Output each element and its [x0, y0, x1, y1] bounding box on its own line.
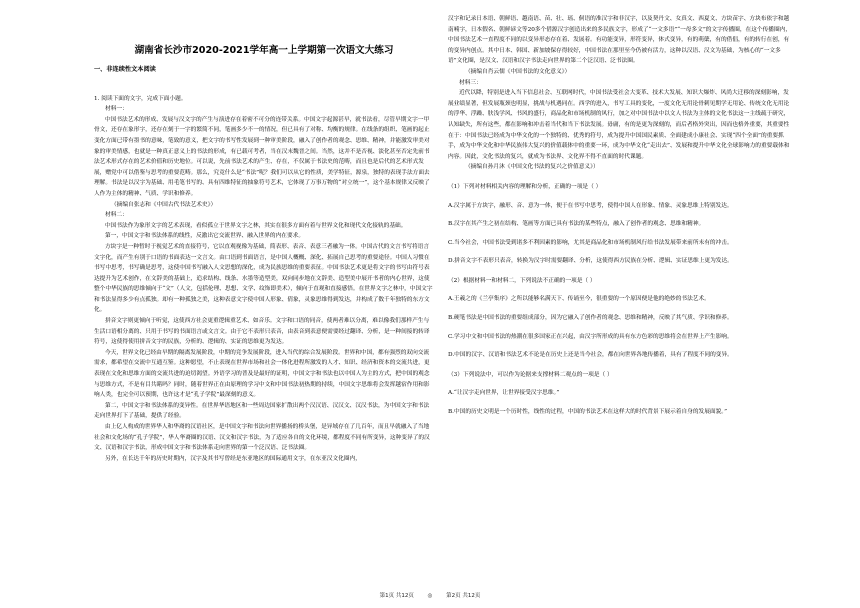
right-paragraph: 汉字和记录日本语、朝鲜语、越南语、苗、壮、瑶、侗语的准汉字和非汉字，以及契丹文、女真文、西夏文、方块苗字、方块布依字和越南喃字，日本假名、朝鲜谚文等20多个借源汉字创造出来的多民族文字，形成了“一文多语”“一母多文”的文字传播圈，在这个传播圈内，中国书法艺术一直程度不同的以变异形态存在着、发展着。有功能变异，形符变异，体式变异，有的萌蘖，有的借倡，有的转行在创，有的变异内创点。其中日本、韩国、新加坡保存得较好，中国书法在那里至今仍被有活力，这种以汉语、汉文为基础，为核心的“一文多语”文化圈，是汉文、汉语和汉字书法走向世界的第二个泛汉语、泛书法圈。 — [448, 16, 792, 65]
left-paragraph: 另外，在长达千年的历史时期内，汉字及其书写曾经是东亚地区的国际通用文字，在东亚汉文化圈内， — [105, 455, 361, 462]
right-paragraph: A.汉字属于方块字，融形、音、意为一体，便于在书写中思考，使得中国人在形象、情象、灵象思维上特别发达。 — [448, 202, 733, 209]
right-paragraph: 材料三： — [459, 79, 482, 86]
left-paragraph: 第一，中国文字和书法体系的线性，反激出它交流世界、融入世界的内在要求。 — [105, 233, 305, 240]
right-paragraph: （3）下列说法中，可以作为论据来支撑材料二观点的一项是（ ） — [448, 371, 613, 378]
left-paragraph: 第二，中国文字和书法体系的变异性。在世界华语地区和一些周边国家扩散出两个汉汉语、汉汉文、汉汉书法，为中国文字和书法走向世界打下了基础，提供了经验。 — [94, 402, 430, 420]
right-paragraph: （摘编自肖云儒《中国书法的文化意义》） — [465, 68, 571, 75]
left-paragraph: 中国书法艺术的形成、发展与汉文字的产生与演进存在着密不可分的连带关系。中国文字起源甚早，就书法看，尽管早期文字一甲骨文，还存在象形字，还存在刻于一字的繁简不同，笔画多少不一的情况，但已具有了对称、均衡的规律。在线条的组织、笔画的起止变化方面已带有墨书的意味，笔致的意义，把文字的书写性发展到一种审美阶段，融入了创作者的观念、思维、精神，并能激发审美对象的审美情感，也就是一种真正意义上的书法的形成，有已载可考者，当在汉末魏晋之间。当然，这并不是否视、淡化甚至否定先前书法艺术形式存在的艺术价值和历史地位。可以说，先前书法艺术的产生、存在，不仅属于书法史的范畴，而且也是后代的艺术形式发展，赠党中可以借鉴与思考的重要范畴。那么，究竟什么是“书法”呢？我们可以从它的性质，美学特征，源泉，独特的表现手法方面去理解。书法是以汉字为基础、用毛笔书写的、具有四维特征的抽象符号艺术，它体现了万事万物的“对立统一”，这个基本规律又反映了人作为主体的精神、气质、学识和修养。 — [94, 116, 430, 197]
left-paragraph: 拼音文字则更倾向于听觉，这使西方社会更重逻辑重艺术、如音乐。文字和口语的同音，使两者难以分离，难以像我们那样产生与生活口语相分离的、只用于书写的书面语言或文言文。由于它不表形只表音，由表音到表意便需要经过翻译、分析，是一种间接的转译符号，这使得使用拼音文字的民族，分析的、逻辑的、实证的思维更为发达。 — [94, 318, 430, 346]
left-column — [94, 14, 434, 586]
left-paragraph: 材料二： — [105, 212, 128, 219]
left-paragraph: 中国书法作为象形文字的艺术表现，看似孤立于世界文字之林，其实在很多方面有着与世界文化和现代文化接轨的基础。 — [105, 222, 407, 229]
footer-separator: ◎ — [427, 593, 433, 599]
right-paragraph: C.学习中文和中国书法的热潮在很多国家正在兴起，由汉字所形成的具有东方色彩的思维将会在世界上产生影响。 — [448, 333, 733, 340]
left-column-body — [94, 94, 434, 465]
footer-page-left: 第1页 共12页 — [379, 593, 414, 599]
right-paragraph: B.中国的历史文明是一个历时性，线性的过程，中国的书法艺术在这样大的时代背景下展示着自身的发展面貌。” — [448, 409, 728, 416]
left-paragraph: （摘编自张志和《中国古代书法艺术史》） — [111, 201, 217, 208]
right-paragraph: B.汉字在其产生之初在结构、笔画等方面已具有书法的某些特点，融入了创作者的观念、思维和精神。 — [448, 221, 705, 228]
right-column-body — [448, 14, 793, 418]
page-footer — [0, 591, 860, 599]
left-paragraph: 材料一： — [105, 106, 128, 113]
left-paragraph: 方块字是一种暂时于视觉艺术的直接符号，它以直观视像为基础，简表形、表音、表意三者融为一体。中国古代的文言书写将语言文字化，而产生有别于口语的书面表达一文言文。由口语到书面语言，是中国人概概、深化、拓展自己思考的重要途径。中国人习惯在书写中思考，书写确是思考，这使中国书写融入人文思想的深化，成为民族思维的重要表征。中国书法艺术更是将文字的书写由符号表达提升为艺术创作，在文辞美的基础上，追求结构、线条、水墨等造型美，双向同步地在文辞美、造型美中展开书者的内心世界，这使整个中华民族的思维倾向于“文”（人文，包括伦理、思想、文学、纹饰即美术），倾向于直观和直接感悟。在世界文字之林中，中国文字和书法显得多少有点孤独。却有一种孤独之美，这种表意文字使中国人形象、倩象，灵象思维得到发达，并构成了数千年独特的东方文化。 — [94, 243, 433, 314]
right-paragraph: （1）下列对材料相关内容的理解和分析，正确的一项是（ ） — [448, 183, 602, 190]
right-paragraph: D.拼音文字不表形只表音，转换为汉字时需要翻译、分析，这使得西方民族在分析、逻辑、实证思维上更为发达。 — [448, 258, 733, 265]
right-paragraph: （摘编自孙月沐《中国文化书法的复兴之价值意义》） — [465, 164, 599, 171]
right-paragraph: C.当今社会，中国书法受到诸多不利因素的影响，尤其是商品化和市场机制风行给书法发展带来前所未有的冲击。 — [448, 239, 733, 246]
section-heading: 一、非连续性文本阅读 — [94, 66, 156, 73]
left-paragraph: 今天，世界文化已经由早期的隔离发展阶段，中期的竞争发展阶段，进入当代的综合发展阶段。世界和中国，都有强烈的双向交流需求，都希望在交流中互通互鉴。这种愿望，不止表现在世界市场和社会一体化进程所激发的人才、知识、经济和资本的交流共进，更表现在文化和思维方面的交流共进的迫切渴望。外语学习的普及是最好的证明，中国文字和书法也以中国人为主的方式，把中国的观念与思维方式，不是有目共睹吗？同时，随着世界正在由原理的学习中文和中国书法初热期的持续，中国文字思维将会发挥越宿作用和影响人类，也完全可以预期，也许这才是“孔子学院”最深刻的意义。 — [94, 349, 430, 399]
page-title: 湖南省长沙市2020-2021学年高一上学期第一次语文大练习 — [134, 45, 394, 56]
right-paragraph: A.王羲之的《兰亭集序》之所以能够名满天下、传诵至今，很重要的一个原因便是他的绝妙的书法艺术。 — [448, 296, 710, 303]
right-paragraph: A.“让汉字走向世界，让世界接受汉字思维。” — [448, 390, 560, 397]
right-column — [448, 14, 793, 586]
left-paragraph: 1. 阅读下面的文字，完成下面小题。 — [94, 95, 187, 102]
footer-page-right: 第2页 共12页 — [446, 593, 481, 599]
left-paragraph: 由上亿人构成的世界华人和华裔的汉语社区，是中国文字和书法向世界播扬的桥头堡，是异域存在了几百年，而且早就融入了当地社会和文化场的“孔子学院”，华人华裔圈的汉语、汉文和汉字书法，为了适应各自的文化环境，都程度不同有所变异，这种变异了的汉文、汉语和汉字书法，形成中国文字和书法体系走向世界的第一个泛汉语、泛书法圈。 — [94, 424, 430, 452]
right-paragraph: D.中国的汉字、汉语和书法艺术不论是在历史上还是当今社会，都在向世界各地传播着，具有了程度不同的变异。 — [448, 352, 733, 359]
right-paragraph: 近代以降，特别是进入当下信息社会、互联网时代，中国书法受社会大变革、技术大发展、知识大爆炸、风尚大迁移的深刻影响，发展业绩显著，但发展瓶颈也明显，挑战与机遇同在。西学的进入，书写工具的变化，一度文化无用论骨刺见期学无用论、传统文化无用论的浮华、浮躁、肤浅学风、书风的盛行，商品化和市场机制的风行，加之对中国书法中以文人书法为主体的文化书法这一主线疏于研究，认知缺失，所有这些，都在影响和冲击着当代和当下书法发展。毋庸，有的是更为深刻的，而后者格外突出，因而也格外重要，其重要性在于：中国书法已经成为中华文化的一个独特的、优秀的符号，成为提升中国国民素质、全面建成小康社会、实现“四个全面”的重要抓手，成为中华文化和中华民族伟大复兴的价值载体中的重要一环，成为中华文化“走出去”、发展和提升中华文化全球影响力的重要载体和内容。因此，文化书法的复兴，就成为书法界、文化界不得不直面的时代课题。 — [448, 90, 790, 160]
right-paragraph: B.硬笔书法是中国书法的重要组成部分，因为它融入了创作者的观念、思维和精神，反映了其气质、学识和修养。 — [448, 315, 733, 322]
right-paragraph: （2）根据材料一和材料二，下列说法不正确的一项是（ ） — [448, 277, 596, 284]
